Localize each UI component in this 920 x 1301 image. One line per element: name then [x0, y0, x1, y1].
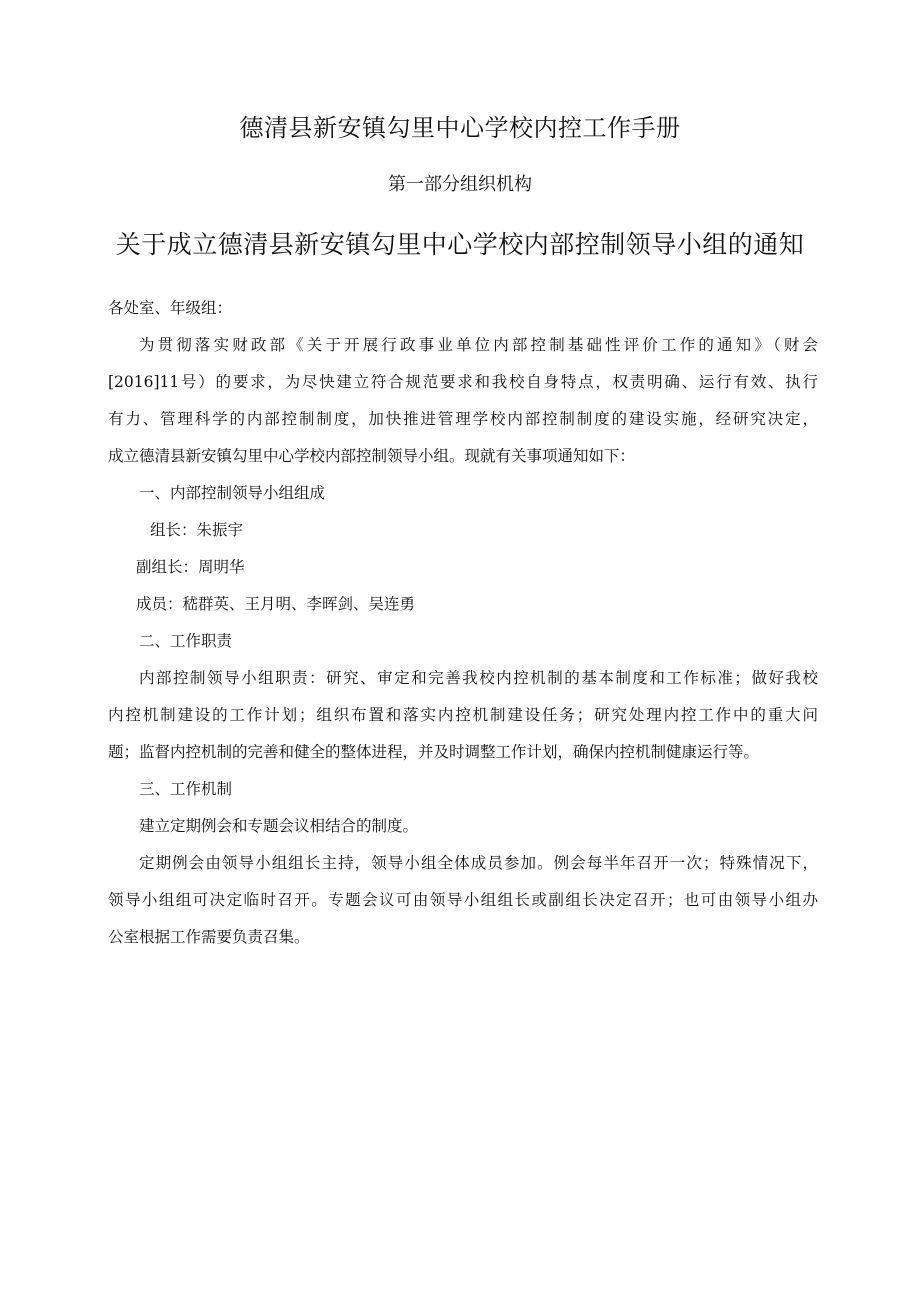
paragraph-4-line-1: 定期例会由领导小组组长主持，领导小组全体成员参加。例会每半年召开一次；特殊情况下， — [139, 854, 818, 872]
heading-composition: 一、内部控制领导小组组成 — [139, 484, 326, 502]
paragraph-1-line-3: 有力、管理科学的内部控制制度，加快推进管理学校内部控制制度的建设实施，经研究决定， — [108, 410, 818, 428]
paragraph-2-line-1: 内部控制领导小组职责：研究、审定和完善我校内控机制的基本制度和工作标准；做好我校 — [139, 669, 818, 687]
paragraph-1-line-2: [2016]11号）的要求，为尽快建立符合规范要求和我校自身特点，权责明确、运行有效、执行 — [108, 373, 818, 391]
paragraph-3: 建立定期例会和专题会议相结合的制度。 — [139, 817, 419, 835]
document-title: 德清县新安镇勾里中心学校内控工作手册 — [239, 114, 681, 142]
leader-line: 组长：朱振宇 — [150, 521, 244, 539]
vice-leader-line: 副组长：周明华 — [136, 558, 245, 576]
section-heading: 第一部分组织机构 — [388, 174, 532, 195]
paragraph-4-line-3: 公室根据工作需要负责召集。 — [108, 928, 310, 946]
notice-body — [108, 290, 818, 956]
paragraph-2-line-3: 题；监督内控机制的完善和健全的整体进程，并及时调整工作计划，确保内控机制健康运行等。 — [108, 743, 760, 761]
paragraph-4-line-2: 领导小组组可决定临时召开。专题会议可由领导小组组长或副组长决定召开；也可由领导小组办 — [108, 891, 818, 909]
heading-mechanism: 三、工作机制 — [139, 780, 233, 798]
members-line: 成员：嵇群英、王月明、李晖剑、吴连勇 — [136, 595, 416, 613]
notice-title: 关于成立德清县新安镇勾里中心学校内部控制领导小组的通知 — [115, 230, 805, 259]
salutation: 各处室、年级组： — [108, 299, 233, 317]
paragraph-1-line-1: 为贯彻落实财政部《关于开展行政事业单位内部控制基础性评价工作的通知》（财会 — [139, 336, 818, 354]
paragraph-1-line-4: 成立德清县新安镇勾里中心学校内部控制领导小组。现就有关事项通知如下： — [108, 447, 636, 465]
paragraph-2-line-2: 内控机制建设的工作计划；组织布置和落实内控机制建设任务；研究处理内控工作中的重大问 — [108, 706, 818, 724]
heading-duties: 二、工作职责 — [139, 632, 233, 650]
